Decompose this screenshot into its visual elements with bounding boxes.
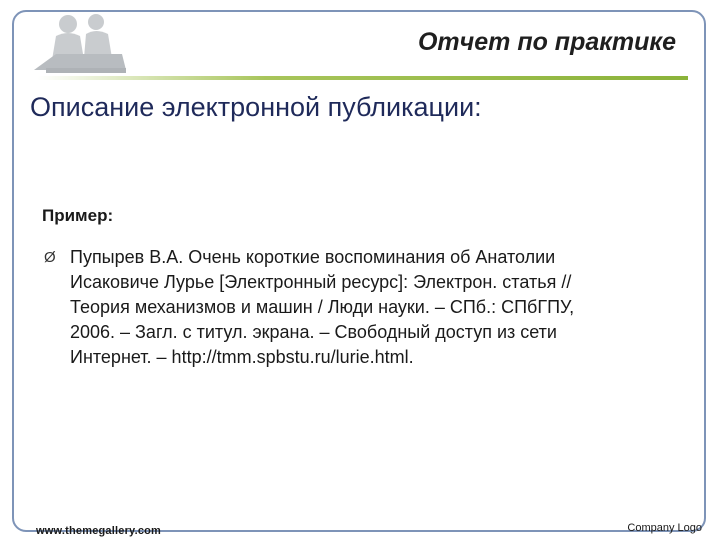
bullet-text [70,245,664,370]
arrow-bullet-icon: Ø [44,249,56,266]
bullet-line: Пупырев В.А. Очень короткие воспоминания об Анатолии [70,247,556,267]
example-label: Пример: [42,206,114,225]
header-title: Отчет по практике [417,28,676,56]
bullet-line: 2006. – Загл. с титул. экрана. – Свободный доступ из сети [70,322,557,342]
footer-url: www.themegallery.com [36,525,162,537]
bullet-line: Теория механизмов и машин / Люди науки. – СПб.: СПбГПУ, [70,297,575,317]
bullet-line: Интернет. – http://tmm.spbstu.ru/lurie.html. [70,347,414,367]
bullet-line: Исаковиче Лурье [Электронный ресурс]: Электрон. статья // [70,272,572,292]
bullet-item [44,245,664,370]
title-rule [38,76,688,80]
people-silhouette-logo [26,10,136,82]
footer-company-logo: Company Logo [627,522,702,534]
page-title: Описание электронной публикации: [30,92,482,122]
